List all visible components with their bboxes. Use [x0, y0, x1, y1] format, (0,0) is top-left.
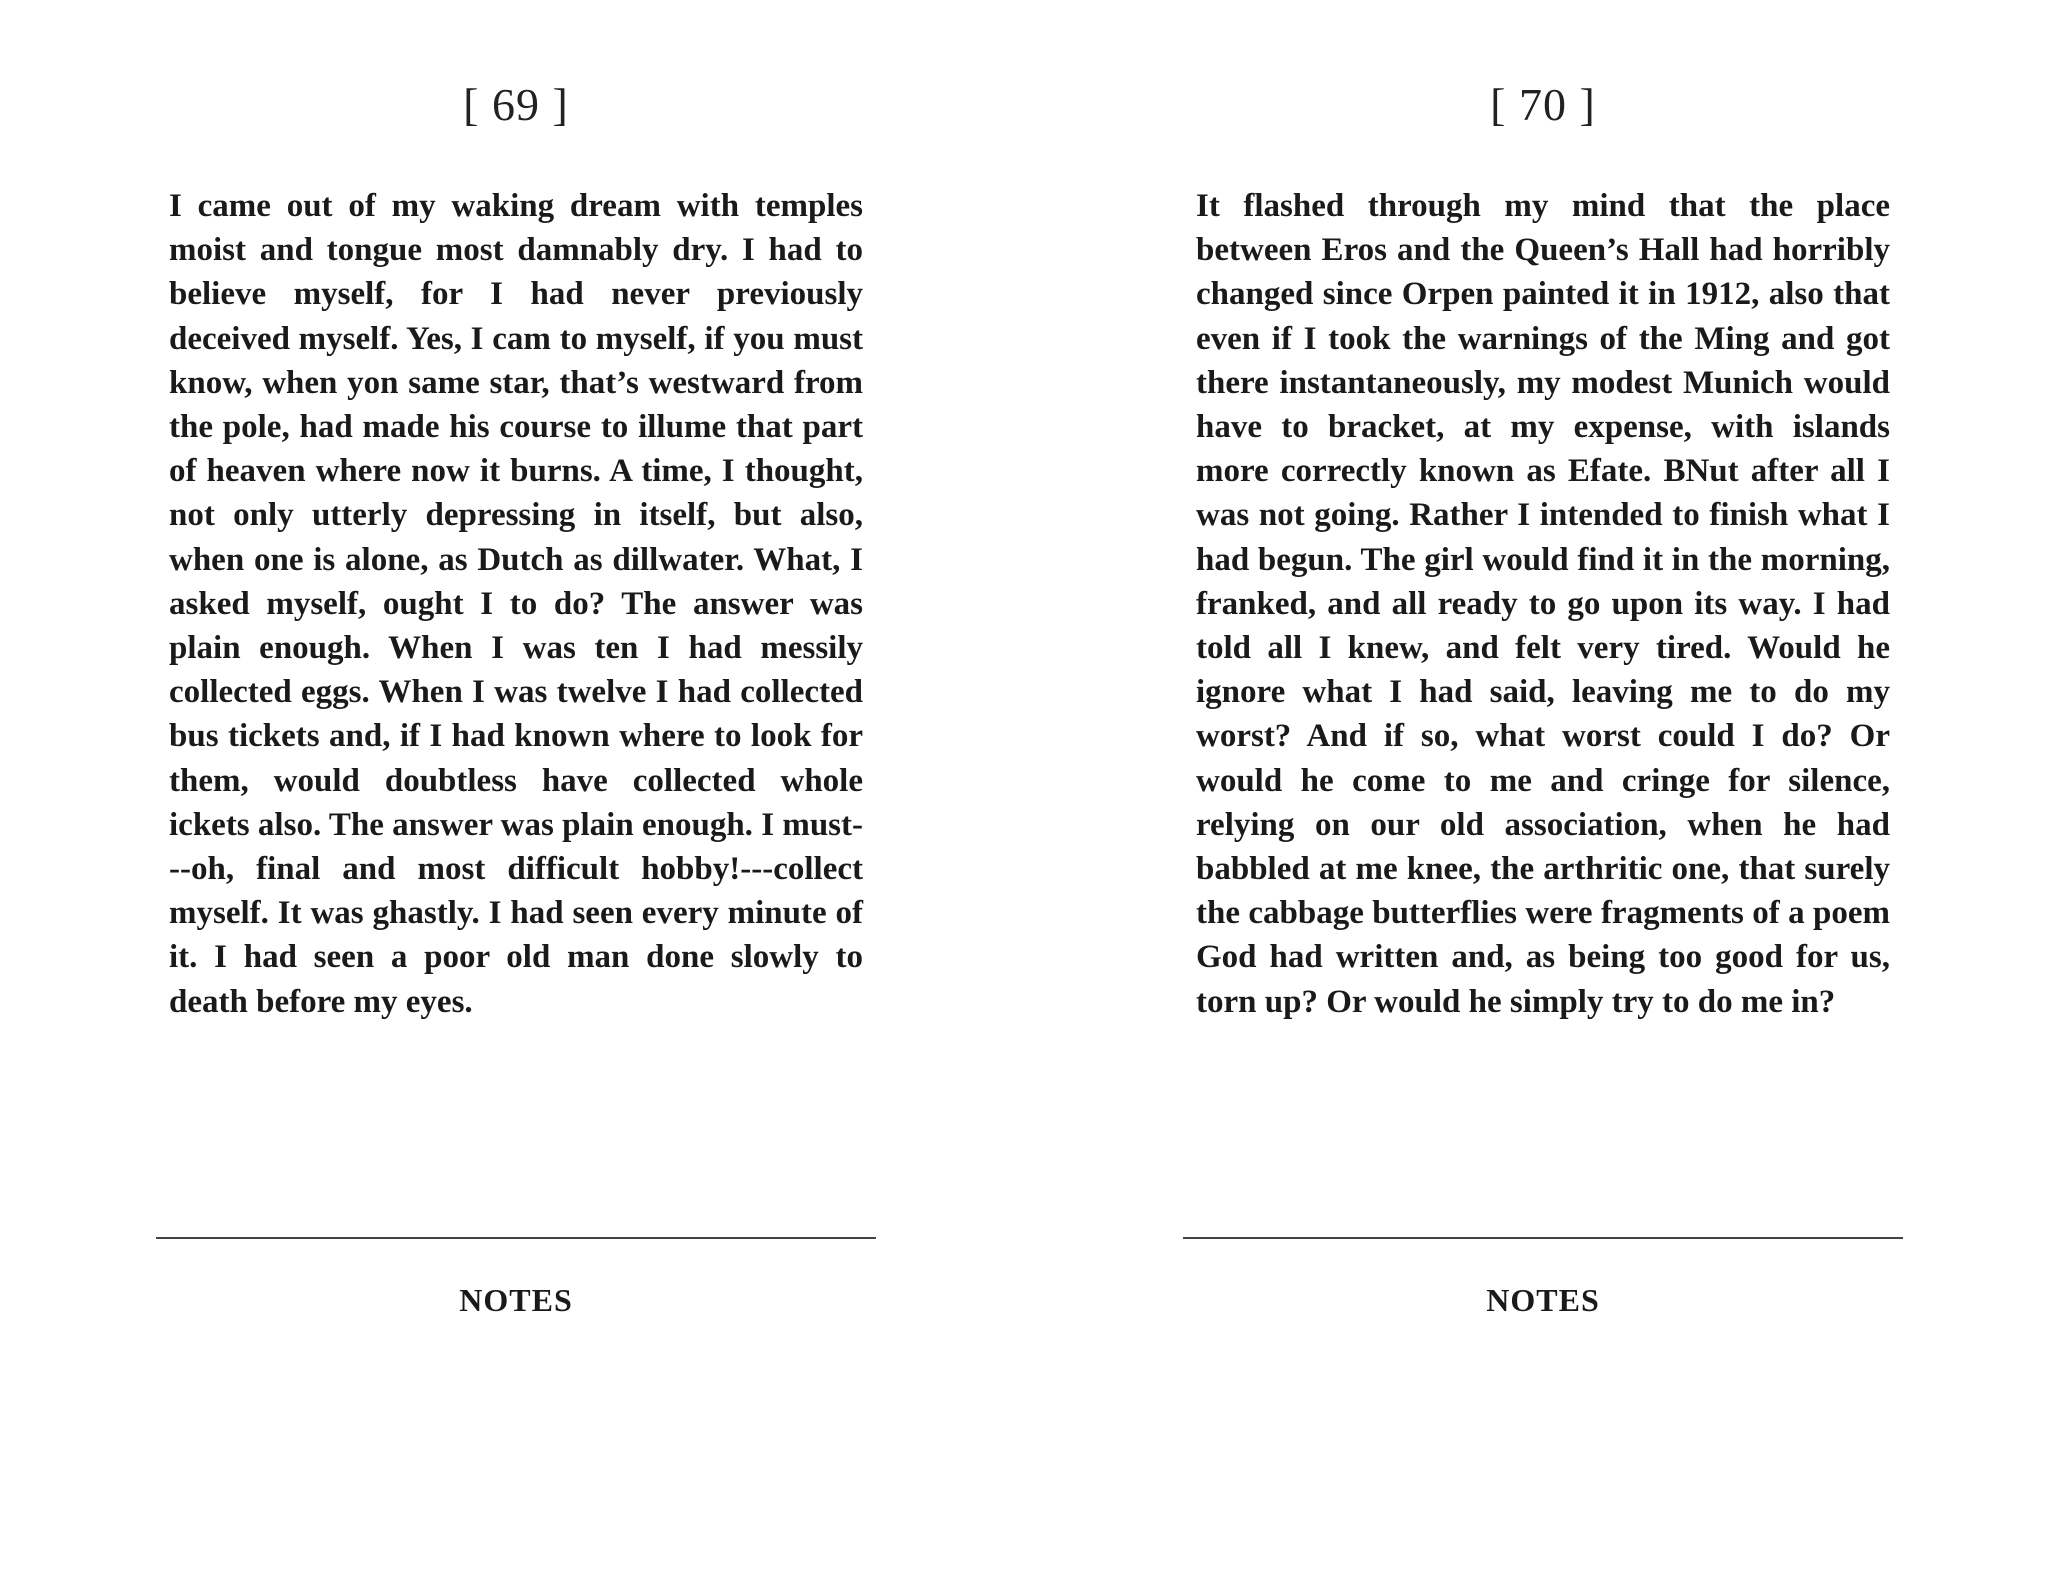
notes-heading: NOTES [459, 1282, 573, 1318]
page-number: [ 70 ] [1490, 79, 1596, 130]
notes-divider [1183, 1237, 1903, 1239]
notes-heading: NOTES [1486, 1282, 1600, 1318]
body-text: It flashed through my mind that the place between Eros and the Queen’s Hall had horribly changed since Orpen painted it in 1912, also that even if I took the warnings of the Ming and got there instantaneously, my modest Munich would have to bracket, at my expense, with islands more correctly known as Efate. BNut after all I was not going. Rather I intended to finish what I had begun. The girl would find it in the morning, franked, and all ready to go upon its way. I had told all I knew, and felt very tired. Would he ignore what I had said, leaving me to do my worst? And if so, what worst could I do? Or would he come to me and cringe for silence, relying on our old association, when he had babbled at me knee, the arthritic one, that surely the cabbage butterflies were fragments of a poem God had written and, as being too good for us, torn up? Or would he simply try to do me in? [1196, 188, 1890, 1020]
body-text: I came out of my waking dream with temples moist and tongue most damnably dry. I had to believe myself, for I had never previously deceived myself. Yes, I cam to myself, if you must know, when yon same star, that’s westward from the pole, had made his course to illume that part of heaven where now it burns. A time, I thought, not only utterly depressing in itself, but also, when one is alone, as Dutch as dillwater. What, I asked myself, ought I to do? The answer was plain enough. When I was ten I had messily collected eggs. When I was twelve I had collected bus tickets and, if I had known where to look for them, would doubtless have collected whole ickets also. The answer was plain enough. I must---oh, final and most difficult hobby!---collect myself. It was ghastly. I had seen every minute of it. I had seen a poor old man done slowly to death before my eyes. [169, 188, 863, 1020]
page-number: [ 69 ] [463, 79, 569, 130]
left-page [156, 0, 876, 1582]
notes-divider [156, 1237, 876, 1239]
right-page [1183, 0, 1903, 1582]
